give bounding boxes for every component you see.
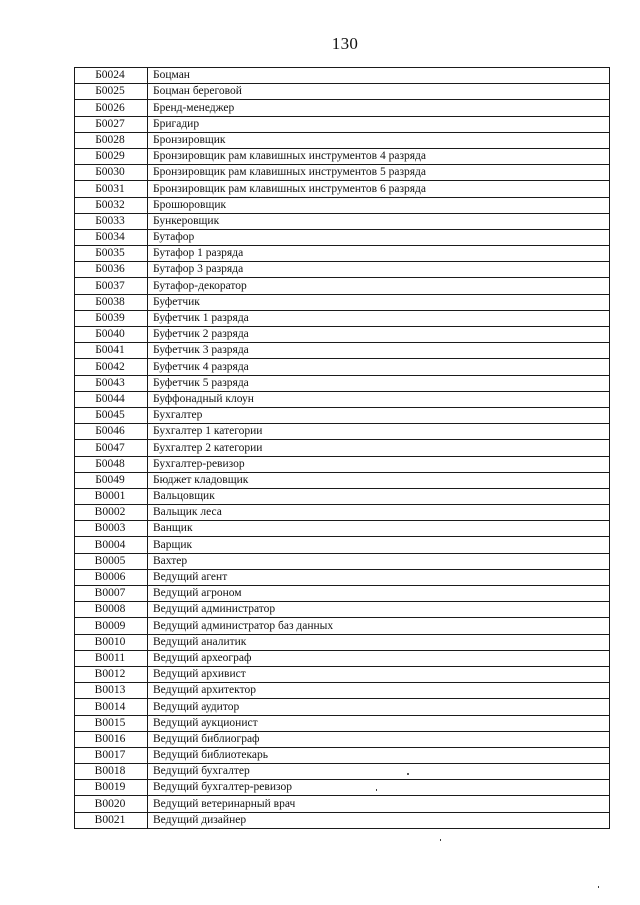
occupation-name: Бронзировщик — [148, 132, 610, 148]
occupation-code: В0013 — [75, 683, 148, 699]
occupation-name: Бренд-менеджер — [148, 100, 610, 116]
table-row — [75, 229, 610, 245]
occupation-code: Б0042 — [75, 359, 148, 375]
occupation-name: Вальщик леса — [148, 505, 610, 521]
occupation-code: Б0046 — [75, 424, 148, 440]
occupation-code: В0016 — [75, 731, 148, 747]
occupation-code: В0006 — [75, 569, 148, 585]
occupation-name: Ведущий агроном — [148, 586, 610, 602]
occupation-name: Варщик — [148, 537, 610, 553]
table-row — [75, 327, 610, 343]
table-row — [75, 197, 610, 213]
occupation-code: Б0048 — [75, 456, 148, 472]
table-row — [75, 472, 610, 488]
table-row — [75, 488, 610, 504]
scan-speck — [598, 886, 599, 888]
occupation-code: Б0030 — [75, 165, 148, 181]
occupation-code: Б0038 — [75, 294, 148, 310]
occupation-name: Ведущий агент — [148, 569, 610, 585]
scan-speck — [407, 773, 409, 775]
table-row — [75, 424, 610, 440]
occupation-name: Бутафор 3 разряда — [148, 262, 610, 278]
occupation-code: Б0033 — [75, 213, 148, 229]
occupation-name: Бухгалтер — [148, 407, 610, 423]
occupation-code: В0009 — [75, 618, 148, 634]
table-row — [75, 812, 610, 828]
table-row — [75, 683, 610, 699]
occupation-code: Б0045 — [75, 407, 148, 423]
table-row — [75, 148, 610, 164]
table-row — [75, 391, 610, 407]
table-row — [75, 84, 610, 100]
occupation-name: Буфетчик 4 разряда — [148, 359, 610, 375]
occupation-name: Бухгалтер-ревизор — [148, 456, 610, 472]
table-row — [75, 618, 610, 634]
occupation-code: Б0039 — [75, 310, 148, 326]
table-row — [75, 213, 610, 229]
occupation-code: В0021 — [75, 812, 148, 828]
occupation-code: В0014 — [75, 699, 148, 715]
occupation-name: Бункеровщик — [148, 213, 610, 229]
occupation-name: Бухгалтер 1 категории — [148, 424, 610, 440]
table-row — [75, 715, 610, 731]
occupation-code: В0015 — [75, 715, 148, 731]
occupation-name: Ведущий бухгалтер — [148, 764, 610, 780]
table-row — [75, 505, 610, 521]
occupation-name: Ведущий аналитик — [148, 634, 610, 650]
occupation-name: Буффонадный клоун — [148, 391, 610, 407]
table-row — [75, 731, 610, 747]
table-row — [75, 634, 610, 650]
occupation-code: В0008 — [75, 602, 148, 618]
occupation-name: Вальцовщик — [148, 488, 610, 504]
table-row — [75, 602, 610, 618]
occupation-name: Буфетчик 5 разряда — [148, 375, 610, 391]
table-row — [75, 521, 610, 537]
occupation-code: В0020 — [75, 796, 148, 812]
occupation-code: В0003 — [75, 521, 148, 537]
occupation-code: Б0028 — [75, 132, 148, 148]
occupation-code: Б0027 — [75, 116, 148, 132]
table-row — [75, 132, 610, 148]
table-row — [75, 278, 610, 294]
occupation-code: Б0035 — [75, 246, 148, 262]
table-row — [75, 262, 610, 278]
occupation-name: Ведущий археограф — [148, 650, 610, 666]
occupation-name: Бюджет кладовщик — [148, 472, 610, 488]
occupation-name: Бронзировщик рам клавишных инструментов 6 разряда — [148, 181, 610, 197]
table-row — [75, 440, 610, 456]
table-row — [75, 343, 610, 359]
table-row — [75, 359, 610, 375]
occupation-code: В0005 — [75, 553, 148, 569]
occupation-code: Б0041 — [75, 343, 148, 359]
occupation-name: Ведущий аудитор — [148, 699, 610, 715]
occupation-name: Бутафор 1 разряда — [148, 246, 610, 262]
occupation-code: В0007 — [75, 586, 148, 602]
occupation-code: Б0024 — [75, 68, 148, 84]
occupation-code: Б0037 — [75, 278, 148, 294]
table-row — [75, 650, 610, 666]
occupation-name: Бронзировщик рам клавишных инструментов 4 разряда — [148, 148, 610, 164]
table-row — [75, 165, 610, 181]
table-row — [75, 246, 610, 262]
occupation-name: Буфетчик 3 разряда — [148, 343, 610, 359]
occupation-code: В0012 — [75, 666, 148, 682]
occupation-code: Б0025 — [75, 84, 148, 100]
table-row — [75, 294, 610, 310]
table-row — [75, 553, 610, 569]
occupation-code: В0002 — [75, 505, 148, 521]
occupation-name: Бригадир — [148, 116, 610, 132]
occupation-code: В0001 — [75, 488, 148, 504]
table-row — [75, 310, 610, 326]
table-row — [75, 796, 610, 812]
table-row — [75, 537, 610, 553]
scan-speck — [376, 789, 377, 791]
occupation-code: Б0032 — [75, 197, 148, 213]
table-row — [75, 100, 610, 116]
occupation-code: В0010 — [75, 634, 148, 650]
occupation-name: Ванщик — [148, 521, 610, 537]
occupation-code: Б0047 — [75, 440, 148, 456]
occupation-name: Ведущий бухгалтер-ревизор — [148, 780, 610, 796]
page-number: 130 — [331, 34, 359, 53]
table-row — [75, 375, 610, 391]
occupation-table-body — [75, 68, 610, 829]
occupation-code: В0004 — [75, 537, 148, 553]
occupation-code: Б0049 — [75, 472, 148, 488]
occupation-code: Б0036 — [75, 262, 148, 278]
occupation-code: Б0043 — [75, 375, 148, 391]
occupation-code: Б0040 — [75, 327, 148, 343]
occupation-code: В0011 — [75, 650, 148, 666]
occupation-name: Вахтер — [148, 553, 610, 569]
occupation-name: Бутафор-декоратор — [148, 278, 610, 294]
table-row — [75, 569, 610, 585]
occupation-name: Ведущий архитектор — [148, 683, 610, 699]
occupation-name: Ведущий дизайнер — [148, 812, 610, 828]
occupation-code: В0018 — [75, 764, 148, 780]
occupation-name: Боцман — [148, 68, 610, 84]
occupation-name: Бронзировщик рам клавишных инструментов 5 разряда — [148, 165, 610, 181]
occupation-code: Б0044 — [75, 391, 148, 407]
table-row — [75, 666, 610, 682]
table-row — [75, 699, 610, 715]
table-row — [75, 407, 610, 423]
occupation-name: Бухгалтер 2 категории — [148, 440, 610, 456]
scan-speck — [440, 839, 441, 841]
occupation-name: Буфетчик — [148, 294, 610, 310]
table-row — [75, 747, 610, 763]
occupation-name: Буфетчик 1 разряда — [148, 310, 610, 326]
table-row — [75, 116, 610, 132]
occupation-name: Ведущий библиотекарь — [148, 747, 610, 763]
table-row — [75, 456, 610, 472]
occupation-code: Б0031 — [75, 181, 148, 197]
occupation-name: Боцман береговой — [148, 84, 610, 100]
occupation-name: Буфетчик 2 разряда — [148, 327, 610, 343]
occupation-code: Б0029 — [75, 148, 148, 164]
occupation-code: В0019 — [75, 780, 148, 796]
occupation-table — [74, 67, 610, 829]
occupation-code: В0017 — [75, 747, 148, 763]
occupation-code: Б0034 — [75, 229, 148, 245]
table-row — [75, 68, 610, 84]
occupation-name: Ведущий администратор баз данных — [148, 618, 610, 634]
occupation-name: Ведущий ветеринарный врач — [148, 796, 610, 812]
occupation-code: Б0026 — [75, 100, 148, 116]
occupation-name: Брошюровщик — [148, 197, 610, 213]
occupation-name: Ведущий администратор — [148, 602, 610, 618]
table-row — [75, 181, 610, 197]
table-row — [75, 586, 610, 602]
table-row — [75, 780, 610, 796]
occupation-name: Бутафор — [148, 229, 610, 245]
occupation-name: Ведущий аукционист — [148, 715, 610, 731]
occupation-name: Ведущий архивист — [148, 666, 610, 682]
table-row — [75, 764, 610, 780]
occupation-name: Ведущий библиограф — [148, 731, 610, 747]
